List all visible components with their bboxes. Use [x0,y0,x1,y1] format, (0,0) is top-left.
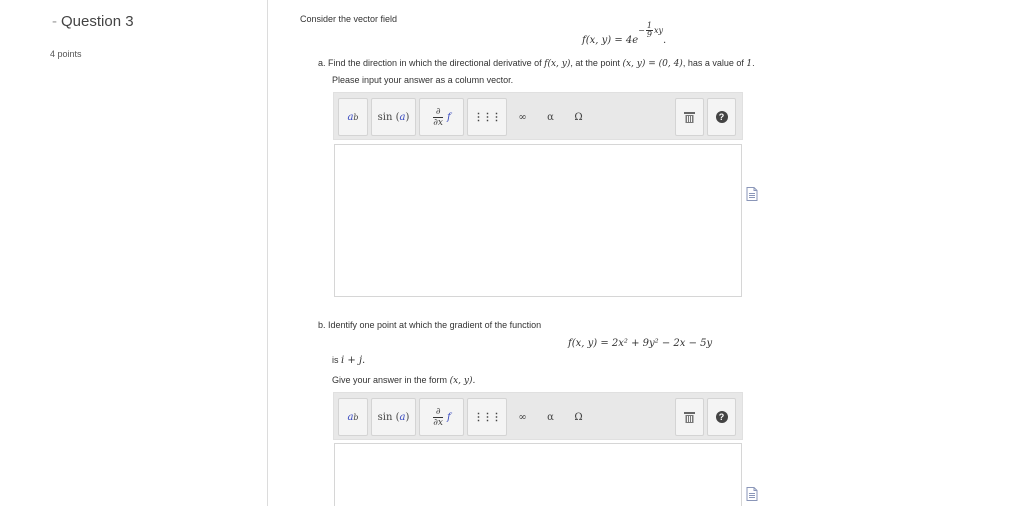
sin-button[interactable]: sin ( a ) [371,98,416,136]
part-b-instruction-pre: Give your answer in the form [332,375,448,385]
question-sidebar [0,0,268,506]
matrix-icon: ⋮⋮⋮ [473,111,501,123]
answer-input-b[interactable] [334,443,742,506]
document-icon[interactable] [746,187,758,201]
formula-exp-num: 1 [646,21,652,30]
alpha-icon: α [547,411,554,423]
part-b-form: (x, y). [449,376,476,386]
alpha-button[interactable] [538,398,563,436]
omega-icon: Ω [574,411,583,423]
collapse-dash-icon[interactable]: - [52,13,57,30]
question-heading[interactable] [52,13,134,30]
matrix-icon: ⋮⋮⋮ [473,411,501,423]
part-a-mid: , at the point [570,58,620,68]
infinity-icon: ∞ [518,111,527,123]
infinity-icon: ∞ [518,411,527,423]
omega-button[interactable] [566,98,591,136]
power-base: a [347,111,354,123]
formula-exp-sign: − [638,25,645,35]
vector-field-formula [582,21,667,46]
help-icon: ? [716,111,728,123]
trash-icon [684,111,695,123]
help-icon: ? [716,411,728,423]
alpha-icon: α [547,111,554,123]
question-title: Question 3 [61,13,134,30]
deriv-num: ∂ [433,107,443,118]
power-exp: b [353,412,359,422]
part-a-question [318,58,755,69]
help-button[interactable] [707,398,736,436]
part-a-instruction: Please input your answer as a column vector. [332,75,514,85]
alpha-button[interactable] [538,98,563,136]
matrix-button[interactable] [467,398,507,436]
deriv-num: ∂ [433,407,443,418]
sin-button[interactable]: sin ( a ) [371,398,416,436]
power-exp: b [353,112,359,122]
matrix-button[interactable] [467,98,507,136]
math-toolbar-b [333,392,743,440]
sin-label: sin [377,411,393,423]
part-a-tail: , has a value of [682,58,744,68]
derivative-button[interactable] [419,98,464,136]
part-b-is: is [332,355,339,365]
formula-exp-var: xy [653,25,663,35]
prompt-intro: Consider the vector field [300,14,398,24]
answer-input-a[interactable] [334,144,742,297]
clear-button[interactable] [675,398,704,436]
derivative-button[interactable] [419,398,464,436]
power-base: a [347,411,354,423]
part-a-function: f(x, y) [544,59,571,69]
trash-icon [684,411,695,423]
derivative-fraction [433,107,443,128]
part-a-text: a. Find the direction in which the directional derivative of [318,58,542,68]
formula-lhs: f(x, y) = 4e [582,34,639,46]
power-button[interactable] [338,398,368,436]
deriv-f: f [447,411,451,423]
help-button[interactable] [707,98,736,136]
part-a-end: . [752,58,755,68]
sin-label: sin [377,111,393,123]
math-toolbar-a [333,92,743,140]
derivative-fraction [433,407,443,428]
sin-arg: a [399,411,406,423]
deriv-f: f [447,111,451,123]
clear-button[interactable] [675,98,704,136]
part-b-formula: f(x, y) = 2x² + 9y² − 2x − 5y [568,338,713,349]
question-points: 4 points [50,49,82,59]
power-button[interactable] [338,98,368,136]
sin-arg: a [399,111,406,123]
deriv-den: ∂x [433,417,444,428]
infinity-button[interactable] [510,98,535,136]
formula-exp-den: 9 [646,30,652,39]
deriv-den: ∂x [433,117,444,128]
omega-icon: Ω [574,111,583,123]
formula-end: . [663,34,667,46]
infinity-button[interactable] [510,398,535,436]
part-b-instruction [332,375,475,386]
part-b-question: b. Identify one point at which the gradient of the function [318,320,542,330]
part-a-point: (x, y) = (0, 4) [622,59,683,69]
omega-button[interactable] [566,398,591,436]
formula-exp-fraction [646,22,653,39]
part-b-vector: i + j. [341,355,366,366]
part-b-vector-line [332,355,365,366]
document-icon[interactable] [746,487,758,501]
part-a-value: 1 [746,59,753,69]
